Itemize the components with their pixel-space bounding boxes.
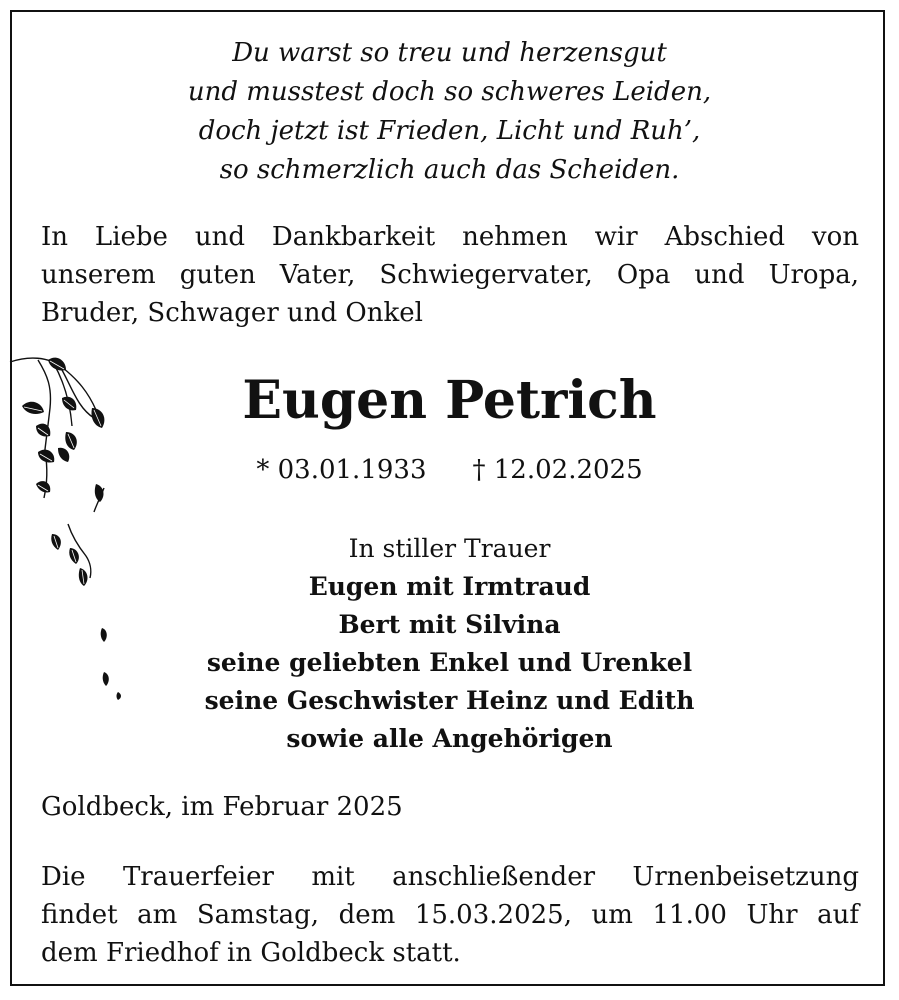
- mourners-list: [0, 530, 899, 758]
- mourner-line: Bert mit Silvina: [338, 610, 561, 639]
- mourning-heading: In stiller Trauer: [348, 534, 551, 563]
- mourner-line: seine geliebten Enkel und Urenkel: [206, 648, 693, 677]
- farewell-intro: [41, 218, 859, 332]
- ceremony-line: findet am Samstag, dem 15.03.2025, um 11.00 Uhr auf: [41, 900, 859, 930]
- death-date: † 12.02.2025: [472, 455, 643, 485]
- mourner-line: sowie alle Angehörigen: [286, 724, 613, 753]
- intro-line: unserem guten Vater, Schwiegervater, Opa und Uropa,: [41, 260, 859, 290]
- memorial-poem: [0, 34, 899, 190]
- birth-date: * 03.01.1933: [256, 455, 427, 485]
- funeral-details: [41, 858, 859, 972]
- poem-line: so schmerzlich auch das Scheiden.: [219, 155, 680, 185]
- mourner-line: Eugen mit Irmtraud: [308, 572, 591, 601]
- ceremony-line: dem Friedhof in Goldbeck statt.: [41, 938, 461, 968]
- intro-line: In Liebe und Dankbarkeit nehmen wir Abschied von: [41, 222, 859, 252]
- poem-line: und musstest doch so schweres Leiden,: [187, 77, 712, 107]
- poem-line: Du warst so treu und herzensgut: [232, 38, 667, 68]
- deceased-name: Eugen Petrich: [242, 370, 657, 431]
- poem-line: doch jetzt ist Frieden, Licht und Ruh’,: [198, 116, 701, 146]
- mourner-line: seine Geschwister Heinz und Edith: [204, 686, 695, 715]
- intro-line: Bruder, Schwager und Onkel: [41, 298, 423, 328]
- ceremony-line: Die Trauerfeier mit anschließender Urnenbeisetzung: [41, 862, 859, 892]
- place-and-date: Goldbeck, im Februar 2025: [41, 792, 403, 822]
- life-dates: [0, 452, 899, 488]
